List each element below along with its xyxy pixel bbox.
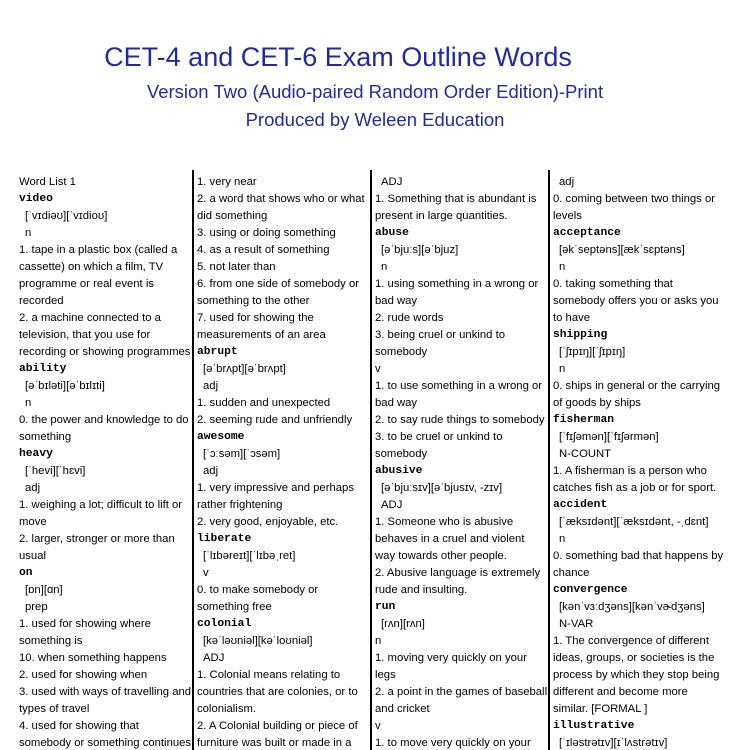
headword: fisherman xyxy=(553,414,615,426)
entry-text: bad way xyxy=(375,295,418,307)
entry-detail: [ˈɪləstrətɪv][ɪˈlʌstrətɪv] xyxy=(559,737,668,749)
entry-detail: n xyxy=(559,533,566,545)
entry-text: and cricket xyxy=(375,703,430,715)
entry-text: 0. ships in general or the carrying xyxy=(553,380,721,392)
column-divider xyxy=(370,170,372,750)
entry-detail: adj xyxy=(203,380,219,392)
headword: convergence xyxy=(553,584,628,596)
entry-text: 3. being cruel or unkind to xyxy=(375,329,505,341)
entry-text: 2. seeming rude and unfriendly xyxy=(197,414,353,426)
entry-detail: adj xyxy=(203,465,219,477)
entry-text: n xyxy=(375,635,382,647)
entry-text: 2. a point in the games of baseball xyxy=(375,686,548,698)
entry-detail: adj xyxy=(559,176,575,188)
entry-text: 4. as a result of something xyxy=(197,244,330,256)
entry-text: countries that are colonies, or to xyxy=(197,686,358,698)
entry-detail: [əkˈseptəns][ækˈsɛptəns] xyxy=(559,244,685,256)
subtitle-text: Version Two (Audio-paired Random Order Edition)-Print xyxy=(146,81,604,102)
entry-text: 3. using or doing something xyxy=(197,227,336,239)
headword: colonial xyxy=(197,618,252,630)
entry-detail: [ˈhevi][ˈhɛvi] xyxy=(25,465,86,477)
entry-detail: N-COUNT xyxy=(559,448,612,460)
entry-text: levels xyxy=(553,210,582,222)
entry-text: of goods by ships xyxy=(553,397,641,409)
entry-text: v xyxy=(375,363,381,375)
entry-text: 2. a machine connected to a xyxy=(19,312,161,324)
entry-text: 2. larger, stronger or more than xyxy=(19,533,175,545)
entry-text: types of travel xyxy=(19,703,90,715)
entry-text: 1. moving very quickly on your xyxy=(375,652,527,664)
entry-text: 7. used for showing the xyxy=(197,312,314,324)
entry-text: to have xyxy=(553,312,591,324)
entry-detail: [ˈɔːsəm][ˈɔsəm] xyxy=(203,448,281,460)
entry-text: 3. to be cruel or unkind to xyxy=(375,431,503,443)
entry-text: v xyxy=(375,720,381,732)
entry-text: 1. using something in a wrong or xyxy=(375,278,539,290)
entry-detail: n xyxy=(559,363,566,375)
entry-text: 1. used for showing where xyxy=(19,618,151,630)
entry-detail: N-VAR xyxy=(559,618,594,630)
entry-text: 0. taking something that xyxy=(553,278,673,290)
entry-detail: prep xyxy=(25,601,48,613)
headword: accident xyxy=(553,499,608,511)
entry-text: rather frightening xyxy=(197,499,283,511)
word-column-1 xyxy=(19,174,193,750)
entry-detail: [ˈlɪbəreɪt][ˈlɪbəˌret] xyxy=(203,550,296,562)
entry-text: 1. very near xyxy=(197,176,257,188)
entry-detail: [ˈvɪdiəʊ][ˈvɪdioʊ] xyxy=(25,210,108,222)
entry-detail: ADJ xyxy=(381,499,403,511)
entry-detail: [əˈbrʌpt][əˈbrʌpt] xyxy=(203,363,286,375)
entry-text: rude and insulting. xyxy=(375,584,468,596)
headword: video xyxy=(19,193,53,205)
entry-text: somebody xyxy=(375,346,428,358)
entry-text: 3. used with ways of travelling and xyxy=(19,686,192,698)
entry-detail: v xyxy=(203,567,209,579)
entry-text: ideas, groups, or societies is the xyxy=(553,652,715,664)
entry-detail: [rʌn][rʌn] xyxy=(381,618,425,630)
entry-detail: [kənˈvɜːdʒəns][kənˈvɚdʒəns] xyxy=(559,601,705,613)
producer-line xyxy=(0,109,750,131)
headword: abrupt xyxy=(197,346,238,358)
headword: on xyxy=(19,567,33,579)
entry-text: behaves in a cruel and violent xyxy=(375,533,525,545)
entry-detail: [ˈfɪʃəmən][ˈfɪʃərmən] xyxy=(559,431,659,443)
entry-text: 1. Something that is abundant is xyxy=(375,193,537,205)
entry-text: 2. Abusive language is extremely xyxy=(375,567,541,579)
word-column-4 xyxy=(553,174,731,750)
entry-text: 2. a word that shows who or what xyxy=(197,193,365,205)
word-column-2 xyxy=(197,174,369,750)
headword: shipping xyxy=(553,329,608,341)
entry-text: 0. something bad that happens by xyxy=(553,550,724,562)
producer-text: Produced by Weleen Education xyxy=(245,109,505,130)
entry-text: did something xyxy=(197,210,268,222)
entry-text: something free xyxy=(197,601,272,613)
entry-text: usual xyxy=(19,550,47,562)
headword: abuse xyxy=(375,227,409,239)
page-subtitle xyxy=(0,81,750,103)
entry-text: way towards other people. xyxy=(375,550,507,562)
entry-text: 1. Colonial means relating to xyxy=(197,669,341,681)
entry-text: different and become more xyxy=(553,686,688,698)
entry-text: catches fish as a job or for sport. xyxy=(553,482,717,494)
entry-text: process by which they stop being xyxy=(553,669,720,681)
entry-detail: [ˈæksɪdənt][ˈæksɪdənt, -ˌdɛnt] xyxy=(559,516,709,528)
entry-detail: n xyxy=(381,261,388,273)
entry-text: 2. rude words xyxy=(375,312,444,324)
headword: abusive xyxy=(375,465,423,477)
entry-text: 1. The convergence of different xyxy=(553,635,709,647)
entry-text: Word List 1 xyxy=(19,176,76,188)
entry-text: furniture was built or made in a xyxy=(197,737,352,749)
entry-detail: [əˈbjuːs][əˈbjuz] xyxy=(381,244,459,256)
entry-text: move xyxy=(19,516,47,528)
entry-text: chance xyxy=(553,567,590,579)
entry-text: 1. A fisherman is a person who xyxy=(553,465,707,477)
entry-detail: [əˈbjuːsɪv][əˈbjusɪv, -zɪv] xyxy=(381,482,503,494)
entry-detail: ADJ xyxy=(203,652,225,664)
entry-text: 1. sudden and unexpected xyxy=(197,397,331,409)
entry-text: legs xyxy=(375,669,396,681)
entry-detail: n xyxy=(559,261,566,273)
entry-text: something xyxy=(19,431,72,443)
entry-text: cassette) on which a film, TV xyxy=(19,261,164,273)
entry-text: 0. coming between two things or xyxy=(553,193,716,205)
entry-text: programme or real event is xyxy=(19,278,154,290)
entry-text: somebody xyxy=(375,448,428,460)
entry-text: 2. used for showing when xyxy=(19,669,148,681)
entry-text: 1. weighing a lot; difficult to lift or xyxy=(19,499,183,511)
entry-text: measurements of an area xyxy=(197,329,326,341)
headword: ability xyxy=(19,363,67,375)
entry-text: 5. not later than xyxy=(197,261,276,273)
entry-text: recording or showing programmes xyxy=(19,346,191,358)
entry-text: 6. from one side of somebody or xyxy=(197,278,360,290)
entry-text: 1. tape in a plastic box (called a xyxy=(19,244,178,256)
entry-detail: [əˈbɪləti][əˈbɪlɪti] xyxy=(25,380,105,392)
headword: liberate xyxy=(197,533,252,545)
headword: awesome xyxy=(197,431,245,443)
entry-detail: [ˈʃɪpɪŋ][ˈʃɪpɪŋ] xyxy=(559,346,626,358)
entry-text: 2. to say rude things to somebody xyxy=(375,414,545,426)
entry-text: somebody or something continues xyxy=(19,737,192,749)
word-column-3 xyxy=(375,174,549,750)
entry-detail: n xyxy=(25,227,32,239)
entry-detail: ADJ xyxy=(381,176,403,188)
entry-text: something is xyxy=(19,635,83,647)
entry-text: television, that you use for xyxy=(19,329,151,341)
entry-text: 10. when something happens xyxy=(19,652,167,664)
headword: run xyxy=(375,601,396,613)
entry-text: similar. [FORMAL ] xyxy=(553,703,648,715)
entry-text: 1. to move very quickly on your xyxy=(375,737,531,749)
page-title xyxy=(0,42,676,73)
entry-text: something to the other xyxy=(197,295,310,307)
entry-text: 0. to make somebody or xyxy=(197,584,319,596)
entry-text: recorded xyxy=(19,295,64,307)
headword: illustrative xyxy=(553,720,635,732)
title-text: CET-4 and CET-6 Exam Outline Words xyxy=(104,42,572,72)
entry-detail: adj xyxy=(25,482,41,494)
entry-text: somebody offers you or asks you xyxy=(553,295,719,307)
entry-text: colonialism. xyxy=(197,703,257,715)
entry-text: 1. to use something in a wrong or xyxy=(375,380,543,392)
entry-detail: [ɒn][ɑn] xyxy=(25,584,63,596)
entry-text: 2. very good, enjoyable, etc. xyxy=(197,516,339,528)
entry-text: 1. Someone who is abusive xyxy=(375,516,514,528)
entry-text: bad way xyxy=(375,397,418,409)
entry-text: present in large quantities. xyxy=(375,210,508,222)
entry-text: 0. the power and knowledge to do xyxy=(19,414,189,426)
entry-text: 1. very impressive and perhaps xyxy=(197,482,354,494)
entry-text: 4. used for showing that xyxy=(19,720,139,732)
headword: acceptance xyxy=(553,227,621,239)
headword: heavy xyxy=(19,448,53,460)
entry-detail: [kəˈləʊniəl][kəˈloʊniəl] xyxy=(203,635,313,647)
entry-text: 2. A Colonial building or piece of xyxy=(197,720,358,732)
entry-detail: n xyxy=(25,397,32,409)
